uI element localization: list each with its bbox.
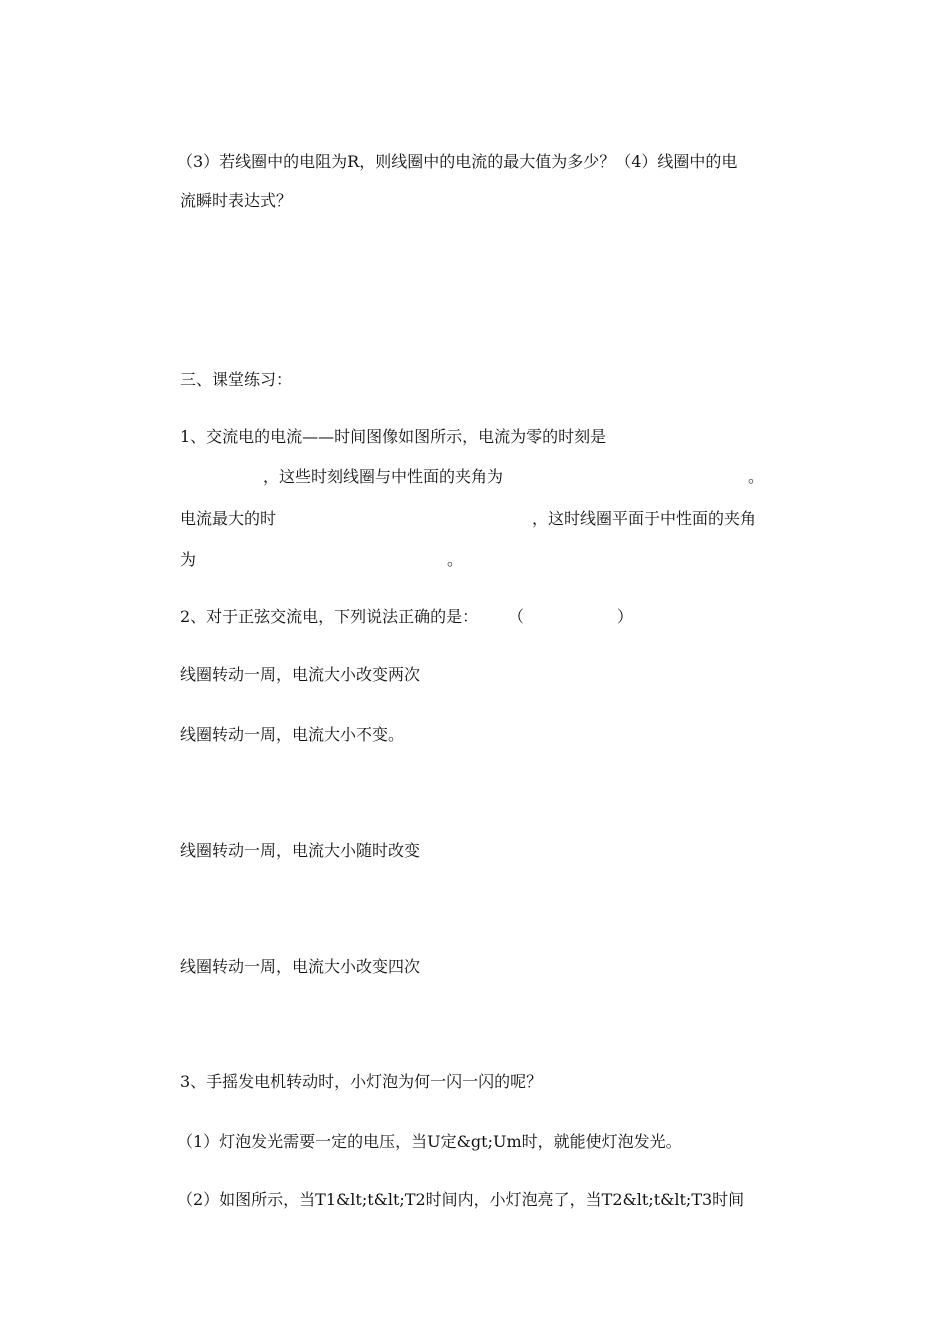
exercise-2-question: 2、对于正弦交流电，下列说法正确的是： bbox=[180, 607, 479, 626]
exercise-1-line4-text: 为 bbox=[180, 550, 197, 569]
exercise-3-part2: （2）如图所示，当T1&lt;t&lt;T2时间内，小灯泡亮了，当T2&lt;t&lt;T3时间 bbox=[177, 1190, 745, 1209]
exercise-1-line1: 1、交流电的电流——时间图像如图所示，电流为零的时刻是 bbox=[180, 427, 607, 446]
exercise-3-part1: （1）灯泡发光需要一定的电压，当U定&gt;Um时，就能使灯泡发光。 bbox=[177, 1132, 682, 1151]
exercise-2-option-3: 线圈转动一周，电流大小随时改变 bbox=[180, 841, 421, 860]
exercise-1-line2-end: 。 bbox=[748, 467, 765, 486]
exercise-2-option-1: 线圈转动一周，电流大小改变两次 bbox=[180, 665, 421, 684]
section-heading: 三、课堂练习： bbox=[180, 370, 293, 389]
exercise-1-line4-end: 。 bbox=[447, 550, 464, 569]
exercise-1-line3-end: ，这时线圈平面于中性面的夹角 bbox=[532, 509, 757, 528]
exercise-2-option-4: 线圈转动一周，电流大小改变四次 bbox=[180, 957, 421, 976]
exercise-1-line3-text: 电流最大的时 bbox=[180, 509, 277, 528]
exercise-3-question: 3、手摇发电机转动时，小灯泡为何一闪一闪的呢？ bbox=[180, 1072, 543, 1091]
exercise-2-option-2: 线圈转动一周，电流大小不变。 bbox=[180, 725, 405, 744]
exercise-2-paren-open: （ bbox=[508, 607, 525, 626]
exercise-1-line2-text: ，这些时刻线圈与中性面的夹角为 bbox=[263, 467, 504, 486]
exercise-2-paren-close: ） bbox=[617, 607, 634, 626]
question-part3-line1: （3）若线圈中的电阻为R，则线圈中的电流的最大值为多少？（4）线圈中的电 bbox=[177, 152, 738, 171]
question-part3-line2: 流瞬时表达式？ bbox=[180, 191, 293, 210]
